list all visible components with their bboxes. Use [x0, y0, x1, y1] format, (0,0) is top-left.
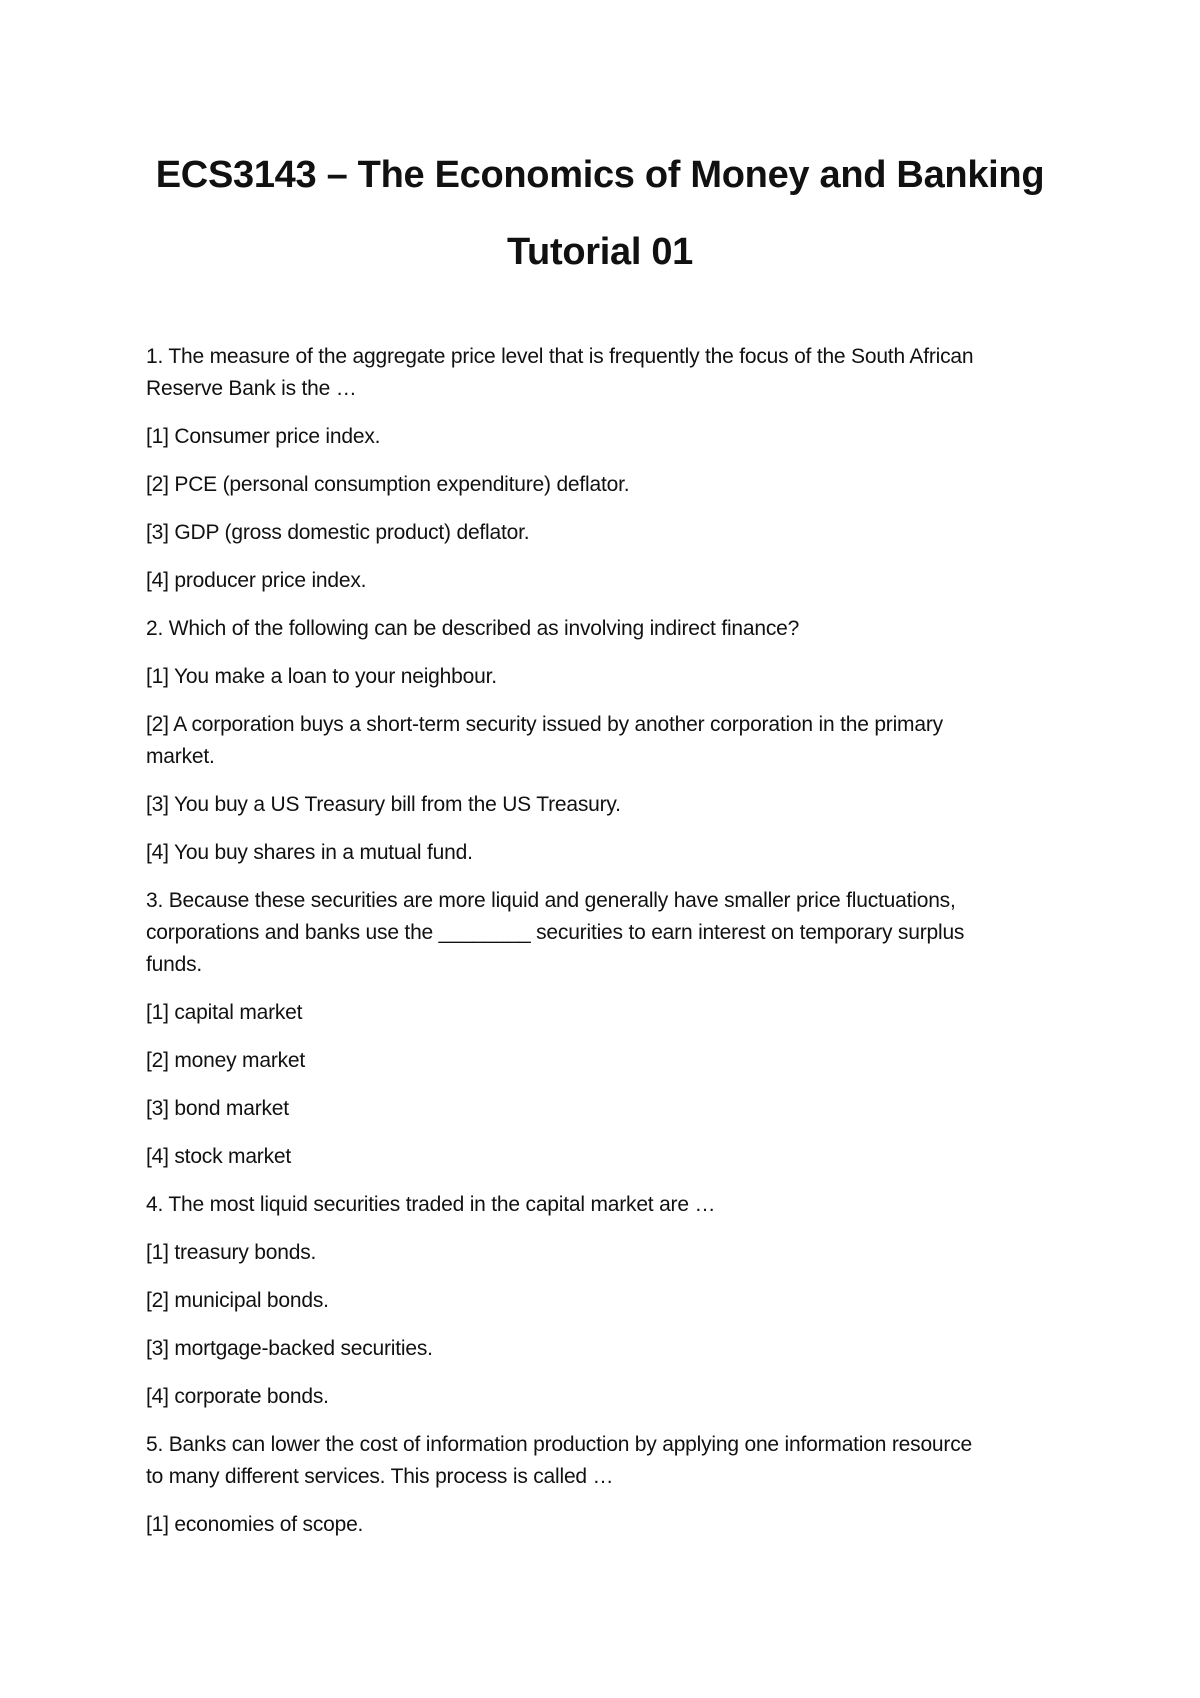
question-4-stem: 4. The most liquid securities traded in the capital market are … — [146, 1193, 716, 1216]
question-2-stem: 2. Which of the following can be described as involving indirect finance? — [146, 617, 800, 640]
question-4-option-4: [4] corporate bonds. — [146, 1385, 329, 1408]
document-subtitle: Tutorial 01 — [506, 231, 694, 273]
question-2-option-1: [1] You make a loan to your neighbour. — [146, 665, 497, 688]
question-1-stem-line-2: Reserve Bank is the … — [146, 377, 357, 400]
question-1-stem — [146, 341, 1076, 405]
question-2-option-2: [2] A corporation buys a short-term security issued by another corporation in the primary market. — [146, 713, 943, 768]
question-5-option-1: [1] economies of scope. — [146, 1513, 364, 1536]
question-5-stem: 5. Banks can lower the cost of information production by applying one information resource to many different services. This process is called … — [146, 1433, 972, 1488]
question-3-option-1: [1] capital market — [146, 1001, 303, 1024]
question-4-option-3: [3] mortgage-backed securities. — [146, 1337, 433, 1360]
question-2-option-4: [4] You buy shares in a mutual fund. — [146, 841, 473, 864]
question-3-option-2: [2] money market — [146, 1049, 306, 1072]
question-4-option-1: [1] treasury bonds. — [146, 1241, 317, 1264]
question-3-option-3: [3] bond market — [146, 1097, 289, 1120]
document-title: ECS3143 – The Economics of Money and Banking — [155, 154, 1045, 196]
question-3-option-4: [4] stock market — [146, 1145, 292, 1168]
question-3-stem: 3. Because these securities are more liquid and generally have smaller price fluctuations, corporations and banks use the ________ securities to earn interest on temporary surplus funds. — [146, 889, 965, 976]
question-1-option-3: [3] GDP (gross domestic product) deflator. — [146, 521, 530, 544]
question-1-stem-line-1: 1. The measure of the aggregate price level that is frequently the focus of the South African — [146, 345, 974, 368]
question-1-option-1: [1] Consumer price index. — [146, 425, 381, 448]
question-4-option-2: [2] municipal bonds. — [146, 1289, 329, 1312]
question-1-option-2: [2] PCE (personal consumption expenditure) deflator. — [146, 473, 630, 496]
question-2-option-3: [3] You buy a US Treasury bill from the US Treasury. — [146, 793, 621, 816]
question-1-option-4: [4] producer price index. — [146, 569, 367, 592]
